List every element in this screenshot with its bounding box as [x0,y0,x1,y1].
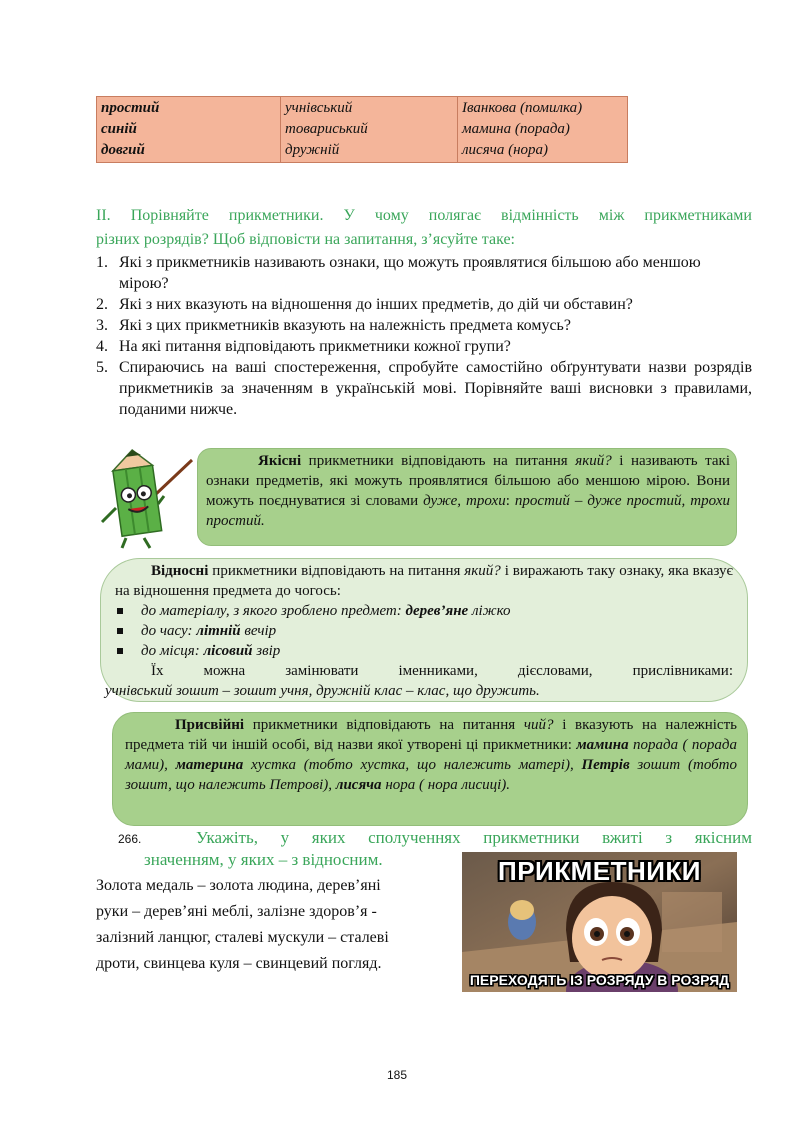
rule-example: простий – дуже простий, трохи простий. [206,493,730,529]
rule-span: ліжко [468,603,511,619]
table-cell: мамина (порада) [462,121,570,137]
pencil-mascot-icon [96,446,196,550]
rule-question: який? [575,453,612,469]
list-item [115,641,733,661]
exercise-phrases [96,873,442,977]
table-cell: учнівський [285,100,353,116]
adjectives-table [96,96,628,163]
list-number: 3. [96,317,108,334]
list-item [96,357,752,420]
phrase-line: дроти, свинцева куля – свинцевий погляд. [96,955,382,972]
rule-span: до матеріалу, з якого зроблено предмет: [141,603,406,619]
rule-qualitative-box [197,448,737,546]
questions-list [96,252,752,420]
phrase-line: Золота медаль – золота людина, дерев’яні [96,877,381,894]
rule-span: зошит (тобто зошит, що належить Петрові), [125,757,738,793]
rule-example-bold: дерев’яне [405,603,469,619]
rule-example-bold: мамина [576,737,629,753]
list-text: На які питання відповідають прикметники кожної групи? [119,338,511,355]
rule-span: до часу: [141,623,197,639]
meme-image [462,852,737,992]
exercise-number: 266. [118,832,142,846]
rule-span: прикметники відповідають на питання [244,717,524,733]
rule-span: до місця: [141,643,204,659]
rule-text: Їх можна замінювати іменниками, дієсловами, прислівниками: [151,663,733,679]
rule-span: і вказують на належність предмета тій чи іншій особі, від назви якої утворені ці прикметники: [125,717,737,753]
exercise-line: значенням, у яких – з відносним. [144,850,383,869]
phrase-line: залізний ланцюг, сталеві мускули – сталеві [96,929,389,946]
rule-span: і виражають таку ознаку, яка вказує на відношення предмета до чогось: [115,563,733,599]
rule-possessive-box [112,712,748,826]
list-text: Які з них вказують на відношення до інших предметів, до дій чи обставин? [119,296,633,313]
rule-question: який? [464,563,501,579]
rule-span: звір [252,643,281,659]
task-two-line: II. Порівняйте прикметники. У чому полягає відмінність між прикметниками [96,207,752,224]
rule-example: учнівський зошит – зошит учня, дружній клас – клас, що дружить. [105,683,540,699]
meme-top-caption: ПРИКМЕТНИКИ [498,856,701,886]
rule-text [115,561,733,601]
rule-example-bold: материна [175,757,244,773]
table-cell: дружній [285,142,340,158]
phrase-line: руки – дерев’яні меблі, залізне здоров’я - [96,903,377,920]
rule-term: Якісні [258,453,302,469]
list-text: Спираючись на ваші спостереження, спробуйте самостійно обґрунтувати назви розрядів прикметників за значенням в українській мові. Порівняйте ваші висновки з правилами, поданими нижче. [119,359,752,418]
table-cell: Іванкова (помилка) [462,100,583,116]
table-col-possessive [458,97,628,163]
task-two-line: різних розрядів? Щоб відповісти на запитання, з’ясуйте таке: [96,231,515,248]
rule-example-bold: лісовий [203,643,253,659]
list-text: Які з цих прикметників вказують на належність предмета комусь? [119,317,571,334]
table-cell: лисяча (нора) [462,142,549,158]
table-cell: синій [101,121,137,137]
rule-text [206,451,730,531]
rule-span: прикметники відповідають на питання [208,563,465,579]
table-cell: простий [101,100,160,116]
table-cell: товариський [285,121,368,137]
list-number: 4. [96,338,108,355]
table-col-relative [281,97,458,163]
rule-relative-box [100,558,748,702]
rule-span: : [505,493,515,509]
page-number: 185 [386,1068,408,1082]
rule-term: Відносні [151,563,209,579]
rule-span: нора ( нора лисиці). [381,777,511,793]
rule-text [105,681,733,701]
exercise-line: Укажіть, у яких сполученнях прикметники вжиті з якісним [196,828,752,847]
list-item [96,336,752,357]
list-item [96,294,752,315]
rule-span: хустка (тобто хустка, що належить матері), [243,757,582,773]
rule-span: прикметники відповідають на питання [301,453,576,469]
list-item [96,252,752,294]
list-number: 2. [96,296,108,313]
list-item [96,315,752,336]
rule-span: вечір [240,623,277,639]
rule-example: дуже, трохи [423,493,506,509]
list-number: 1. [96,254,108,271]
task-two-heading [96,204,752,252]
rule-example-bold: лисяча [335,777,382,793]
rule-example-bold: літній [196,623,241,639]
rule-question: чий? [523,717,554,733]
table-col-qualitative [97,97,281,163]
list-text: Які з прикметників називають ознаки, що можуть проявлятися більшою або меншою мірою? [119,254,701,292]
rule-span: порада ( порада мами), [125,737,738,773]
list-number: 5. [96,359,108,376]
rule-text [125,715,737,795]
meme-bottom-caption: ПЕРЕХОДЯТЬ ІЗ РОЗРЯДУ В РОЗРЯД [469,972,730,988]
table-cell: довгий [101,142,145,158]
rule-example-bold: Петрів [581,757,630,773]
rule-span: і називають такі ознаки предметів, які можуть проявлятися більшою або меншою мірою. Вони можуть поєднуватися зі словами [206,453,730,509]
rule-term: Присвійні [175,717,245,733]
rule-relative-bullets [115,601,733,661]
list-item [115,621,733,641]
list-item [115,601,733,621]
